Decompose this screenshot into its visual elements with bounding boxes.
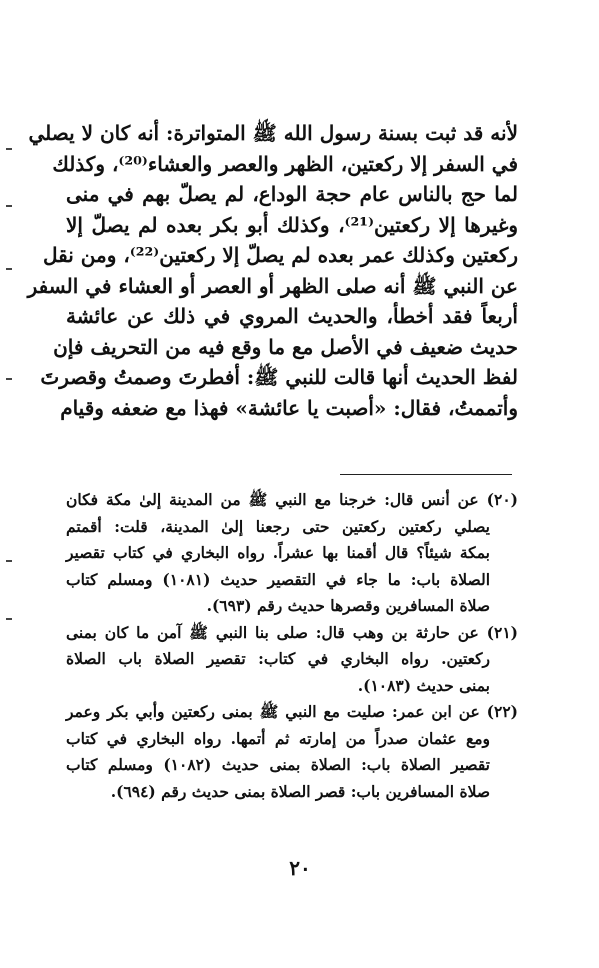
footnote-line: تقصير الصلاة باب: الصلاة بمنى حديث (١٠٨٢) ومسلم كتاب [66,755,490,774]
text-line: عن النبي ﷺ أنه صلى الظهر أو العصر أو العشاء في السفر [27,273,518,298]
scan-mark [6,268,12,270]
text-line: حديث ضعيف في الأصل مع ما وقع فيه من التحريف فإن [53,334,518,359]
footnote-line: (٢٠) عن أنس قال: خرجنا مع النبي ﷺ من المدينة إلىٰ مكة فكان [66,490,518,509]
main-text [27,118,519,423]
text-line: أربعاً فقد أخطأ، والحديث المروي في ذلك عن عائشة [66,304,518,328]
footnote-line: بمكة شيئاً؟ قال أقمنا بها عشراً. رواه البخاري في كتاب تقصير [66,543,490,562]
text-line: في السفر إلا ركعتين، الظهر والعصر والعشاء⁽²⁰⁾، وكذلك [52,151,518,176]
text-line: لأنه قد ثبت بسنة رسول الله ﷺ المتواترة: أنه كان لا يصلي [28,121,518,145]
footnote-line: بمنى حديث (١٠٨٣). [357,675,490,695]
scan-mark [6,205,12,207]
footnote-21 [66,620,518,700]
text-line: وغيرها إلا ركعتين⁽²¹⁾، وكذلك أبو بكر بعده لم يصلّ إلا [66,212,519,237]
footnote-line: ومع عثمان صدراً من إمارته ثم أتمها. رواه البخاري في كتاب [66,728,490,748]
footnote-line: (٢٢) عن ابن عمر: صليت مع النبي ﷺ بمنى ركعتين وأبي بكر وعمر [66,702,518,721]
footnote-line: الصلاة باب: ما جاء في التقصير حديث (١٠٨١) ومسلم كتاب [66,569,490,589]
footnotes [66,487,518,805]
footnote-line: يصلي ركعتين ركعتين حتى رجعنا إلىٰ المدينة، قلت: أقمتم [66,516,490,536]
footnote-line: صلاة المسافرين باب: قصر الصلاة بمنى حديث رقم (٦٩٤). [110,781,490,801]
text-line: لفظ الحديث أنها قالت للنبي ﷺ: أفطرتَ وصمتُ وقصرتَ [40,365,518,389]
scan-mark [6,148,12,150]
footnote-20 [66,487,518,620]
footnote-line: (٢١) عن حارثة بن وهب قال: صلى بنا النبي ﷺ آمن ما كان بمنى [66,622,518,642]
text-line: ركعتين وكذلك عمر بعده لم يصلّ إلا ركعتين⁽²²⁾، ومن نقل [42,243,518,267]
footnote-line: صلاة المسافرين وقصرها حديث رقم (٦٩٣). [206,596,490,615]
footnote-separator [340,474,512,475]
text-line: وأتممتُ، فقال: «أصبت يا عائشة» فهذا مع ضعفه وقيام [60,395,518,420]
scan-mark [6,560,12,562]
footnote-22 [66,699,518,805]
footnote-line: ركعتين. رواه البخاري في كتاب: تقصير الصلاة باب الصلاة [66,649,490,668]
page-number: ٢٠ [289,856,311,880]
scan-mark [6,618,12,620]
scan-mark [6,378,12,380]
text-line: لما حج بالناس عام حجة الوداع، لم يصلّ بهم في منى [66,182,518,206]
